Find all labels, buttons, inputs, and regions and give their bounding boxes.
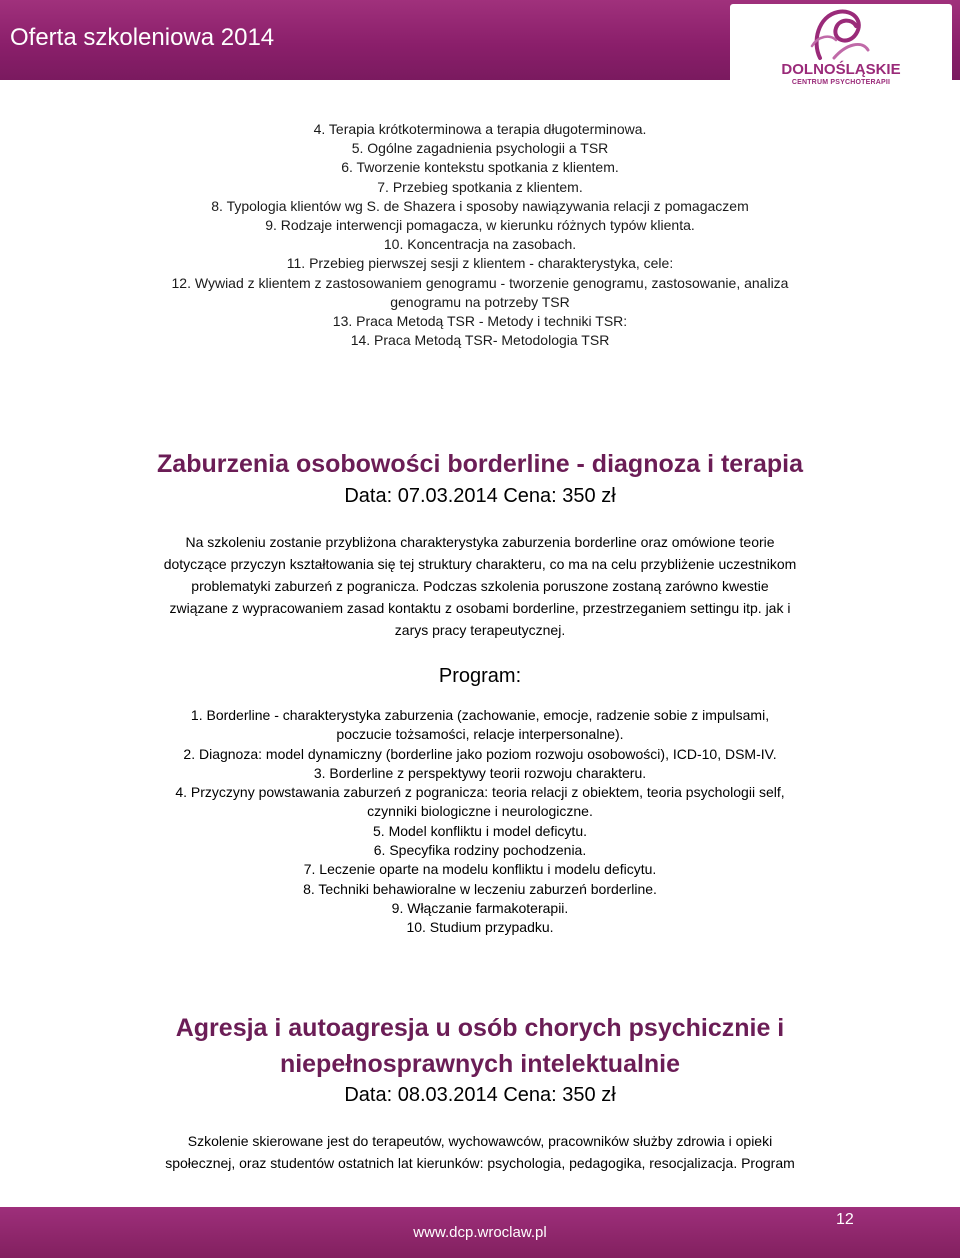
- toc-item: 6. Tworzenie kontekstu spotkania z klientem.: [341, 159, 619, 176]
- section2-description: [40, 1130, 920, 1174]
- footer-bar: [0, 1207, 960, 1258]
- section1-description: [40, 531, 920, 641]
- description-line: Na szkoleniu zostanie przybliżona charakterystyka zaburzenia borderline oraz omówione teorie: [185, 534, 775, 550]
- section1-title: Zaburzenia osobowości borderline - diagnoza i terapia: [157, 450, 803, 478]
- toc-item: genogramu na potrzeby TSR: [390, 293, 570, 310]
- description-line: społecznej, oraz studentów ostatnich lat kierunków: psychologia, pedagogika, resocjalizacja. Program: [165, 1155, 795, 1171]
- toc-item: 4. Terapia krótkoterminowa a terapia długoterminowa.: [313, 121, 647, 137]
- program-list: [40, 706, 920, 938]
- description-line: dotyczące przyczyn kształtowania się tej struktury charakteru, co ma na celu przybliżenie uczestnikom: [163, 556, 797, 572]
- toc-item: 11. Przebieg pierwszej sesji z klientem - charakterystyka, cele:: [286, 255, 674, 272]
- toc-list: [60, 120, 900, 350]
- toc-item: 9. Rodzaje interwencji pomagacza, w kierunku różnych typów klienta.: [265, 217, 695, 234]
- description-line: zarys pracy terapeutycznej.: [394, 622, 566, 638]
- program-item: czynniki biologiczne i neurologiczne.: [367, 803, 593, 820]
- program-item: 5. Model konfliktu i model deficytu.: [373, 822, 587, 839]
- description-line: Szkolenie skierowane jest do terapeutów, wychowawców, pracowników służby zdrowia i opieki: [187, 1133, 773, 1149]
- footer-url[interactable]: www.dcp.wroclaw.pl: [413, 1224, 547, 1241]
- program-item: 7. Leczenie oparte na modelu konfliktu i modelu deficytu.: [303, 861, 657, 878]
- description-line: problematyki zaburzeń z pogranicza. Podczas szkolenia poruszone zostaną zarówno kwestie: [191, 578, 769, 594]
- section2-title-line: Agresja i autoagresja u osób chorych psychicznie i: [175, 1014, 785, 1042]
- logo-name: DOLNOŚLĄSKIE: [781, 61, 901, 78]
- toc-item: 13. Praca Metodą TSR - Metody i techniki TSR:: [332, 313, 628, 330]
- section2-date-price: Data: 08.03.2014 Cena: 350 zł: [344, 1084, 616, 1106]
- program-item: 4. Przyczyny powstawania zaburzeń z pogranicza: teoria relacji z obiektem, teoria psychologii self,: [175, 784, 785, 801]
- program-item: 3. Borderline z perspektywy teorii rozwoju charakteru.: [313, 764, 647, 781]
- program-item: 1. Borderline - charakterystyka zaburzenia (zachowanie, emocje, radzenie sobie z impulsami,: [190, 707, 770, 723]
- page-number: 12: [836, 1211, 854, 1228]
- toc-item: 8. Typologia klientów wg S. de Shazera i sposoby nawiązywania relacji z pomagaczem: [211, 197, 749, 214]
- program-item: 2. Diagnoza: model dynamiczny (borderline jako poziom rozwoju osobowości), ICD-10, DSM-IV.: [183, 745, 777, 762]
- section2-title: [40, 1010, 920, 1082]
- section1-date-price: Data: 07.03.2014 Cena: 350 zł: [344, 485, 616, 507]
- toc-item: 7. Przebieg spotkania z klientem.: [377, 178, 583, 195]
- header-title: Oferta szkoleniowa 2014: [10, 24, 275, 51]
- logo: [730, 4, 952, 92]
- logo-subtitle: CENTRUM PSYCHOTERAPII: [791, 79, 891, 86]
- header-banner: [0, 0, 960, 86]
- toc-item: 14. Praca Metodą TSR- Metodologia TSR: [350, 332, 610, 349]
- section2-title-line: niepełnosprawnych intelektualnie: [279, 1050, 681, 1078]
- toc-item: 10. Koncentracja na zasobach.: [383, 236, 577, 253]
- toc-item: 5. Ogólne zagadnienia psychologii a TSR: [351, 140, 609, 157]
- program-item: 9. Włączanie farmakoterapii.: [391, 899, 569, 916]
- toc-item: 12. Wywiad z klientem z zastosowaniem genogramu - tworzenie genogramu, zastosowanie, analiza: [171, 274, 789, 291]
- program-item: 8. Techniki behawioralne w leczeniu zaburzeń borderline.: [303, 880, 657, 897]
- program-item: poczucie tożsamości, relacje interpersonalne).: [336, 726, 624, 743]
- program-item: 10. Studium przypadku.: [406, 919, 554, 936]
- program-label: Program:: [438, 665, 522, 687]
- program-item: 6. Specyfika rodziny pochodzenia.: [373, 842, 587, 859]
- description-line: związane z wypracowaniem zasad kontaktu z osobami borderline, przestrzeganiem settingu itp. jak i: [169, 600, 791, 616]
- logo-ribbon-icon: [772, 6, 910, 62]
